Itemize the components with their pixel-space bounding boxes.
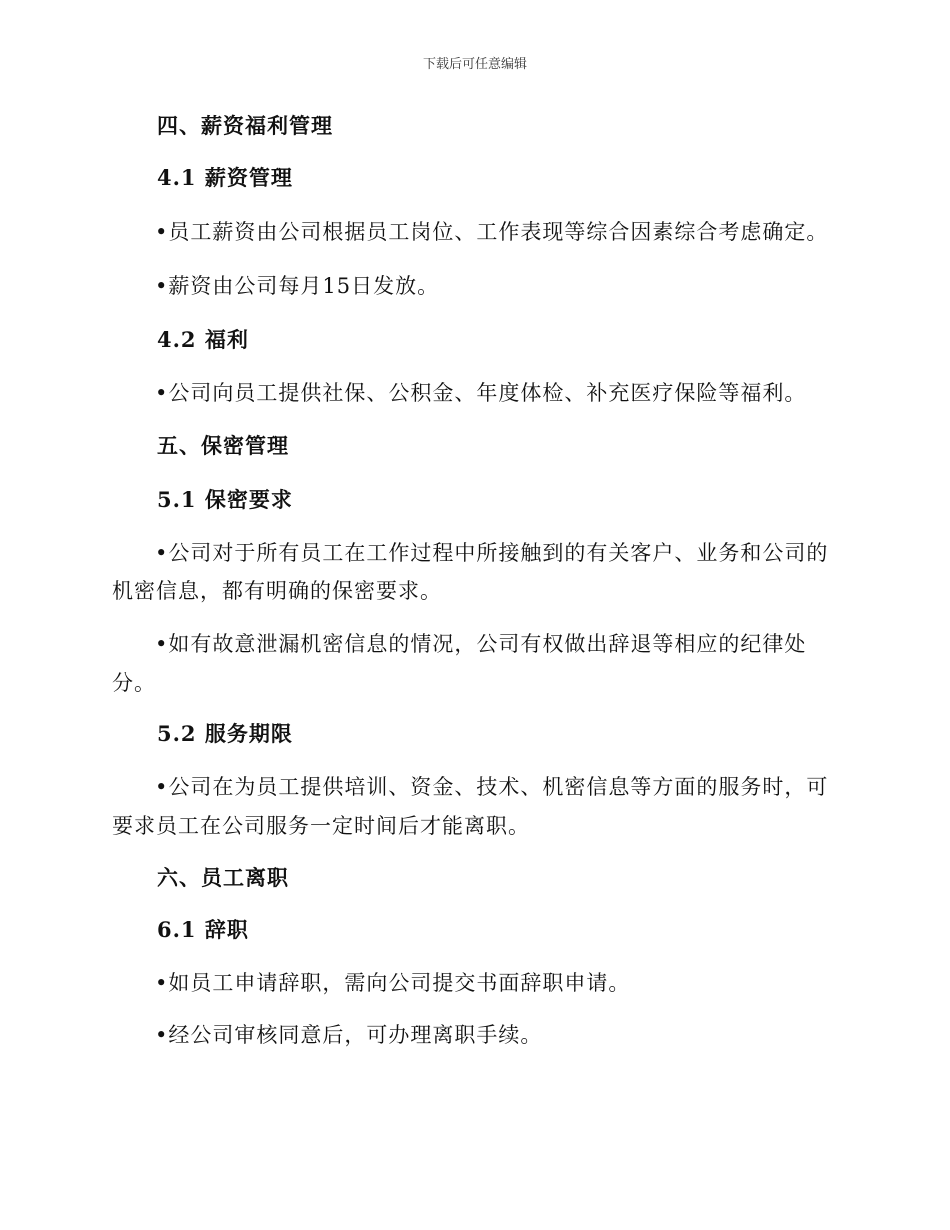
paragraph-line: 分。 bbox=[112, 671, 156, 695]
paragraph-line: •公司在为员工提供培训、资金、技术、机密信息等方面的服务时，可 bbox=[155, 775, 829, 799]
paragraph-line: •员工薪资由公司根据员工岗位、工作表现等综合因素综合考虑确定。 bbox=[155, 220, 829, 244]
section-heading-6: 六、员工离职 bbox=[157, 865, 289, 890]
paragraph-line: 机密信息，都有明确的保密要求。 bbox=[112, 579, 442, 603]
header-note: 下载后可任意编辑 bbox=[422, 57, 527, 72]
paragraph-line: •如员工申请辞职，需向公司提交书面辞职申请。 bbox=[155, 971, 631, 995]
subsection-heading-6-1: 6.1 辞职 bbox=[157, 917, 249, 942]
paragraph-line: •经公司审核同意后，可办理离职手续。 bbox=[155, 1023, 543, 1047]
subsection-heading-5-2: 5.2 服务期限 bbox=[157, 721, 293, 746]
subsection-heading-5-1: 5.1 保密要求 bbox=[157, 487, 293, 512]
paragraph-line: •如有故意泄漏机密信息的情况，公司有权做出辞退等相应的纪律处 bbox=[155, 632, 807, 656]
subsection-heading-4-2: 4.2 福利 bbox=[157, 327, 249, 352]
paragraph-line: 要求员工在公司服务一定时间后才能离职。 bbox=[112, 814, 530, 838]
subsection-heading-4-1: 4.1 薪资管理 bbox=[157, 165, 293, 190]
paragraph-line: •公司对于所有员工在工作过程中所接触到的有关客户、业务和公司的 bbox=[155, 541, 829, 565]
paragraph-line: •薪资由公司每月15日发放。 bbox=[155, 274, 440, 298]
section-heading-5: 五、保密管理 bbox=[157, 433, 289, 458]
section-heading-4: 四、薪资福利管理 bbox=[157, 113, 333, 138]
paragraph-line: •公司向员工提供社保、公积金、年度体检、补充医疗保险等福利。 bbox=[155, 381, 807, 405]
